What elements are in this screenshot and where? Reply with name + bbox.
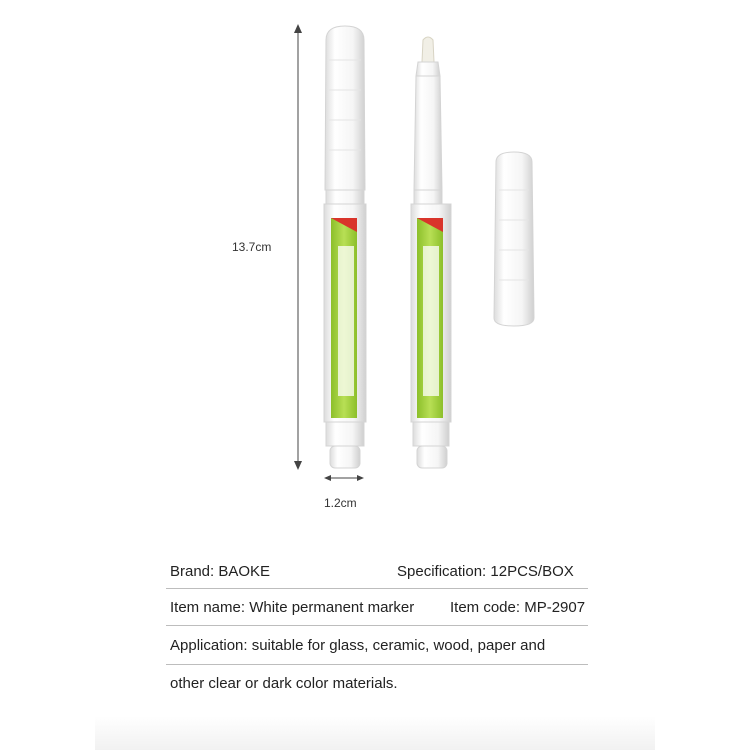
uncapped-marker bbox=[411, 37, 451, 468]
application-text: Application: suitable for glass, ceramic, wood, paper and bbox=[170, 637, 546, 654]
divider bbox=[166, 588, 588, 589]
height-label: 13.7cm bbox=[232, 240, 272, 254]
application-text-continued: other clear or dark color materials. bbox=[170, 675, 398, 692]
brand-text: Brand: BAOKE bbox=[170, 563, 271, 580]
specification-text: Specification: 12PCS/BOX bbox=[397, 563, 574, 580]
height-dimension-arrow bbox=[294, 24, 302, 470]
capped-marker bbox=[324, 26, 366, 468]
width-label: 1.2cm bbox=[324, 496, 357, 510]
marker-cap bbox=[494, 152, 534, 326]
item-name-text: Item name: White permanent marker bbox=[170, 599, 415, 616]
bottom-strip bbox=[95, 716, 655, 750]
divider bbox=[166, 625, 588, 626]
divider bbox=[166, 664, 588, 665]
width-dimension-arrow bbox=[324, 475, 364, 481]
item-code-text: Item code: MP-2907 bbox=[450, 599, 586, 616]
